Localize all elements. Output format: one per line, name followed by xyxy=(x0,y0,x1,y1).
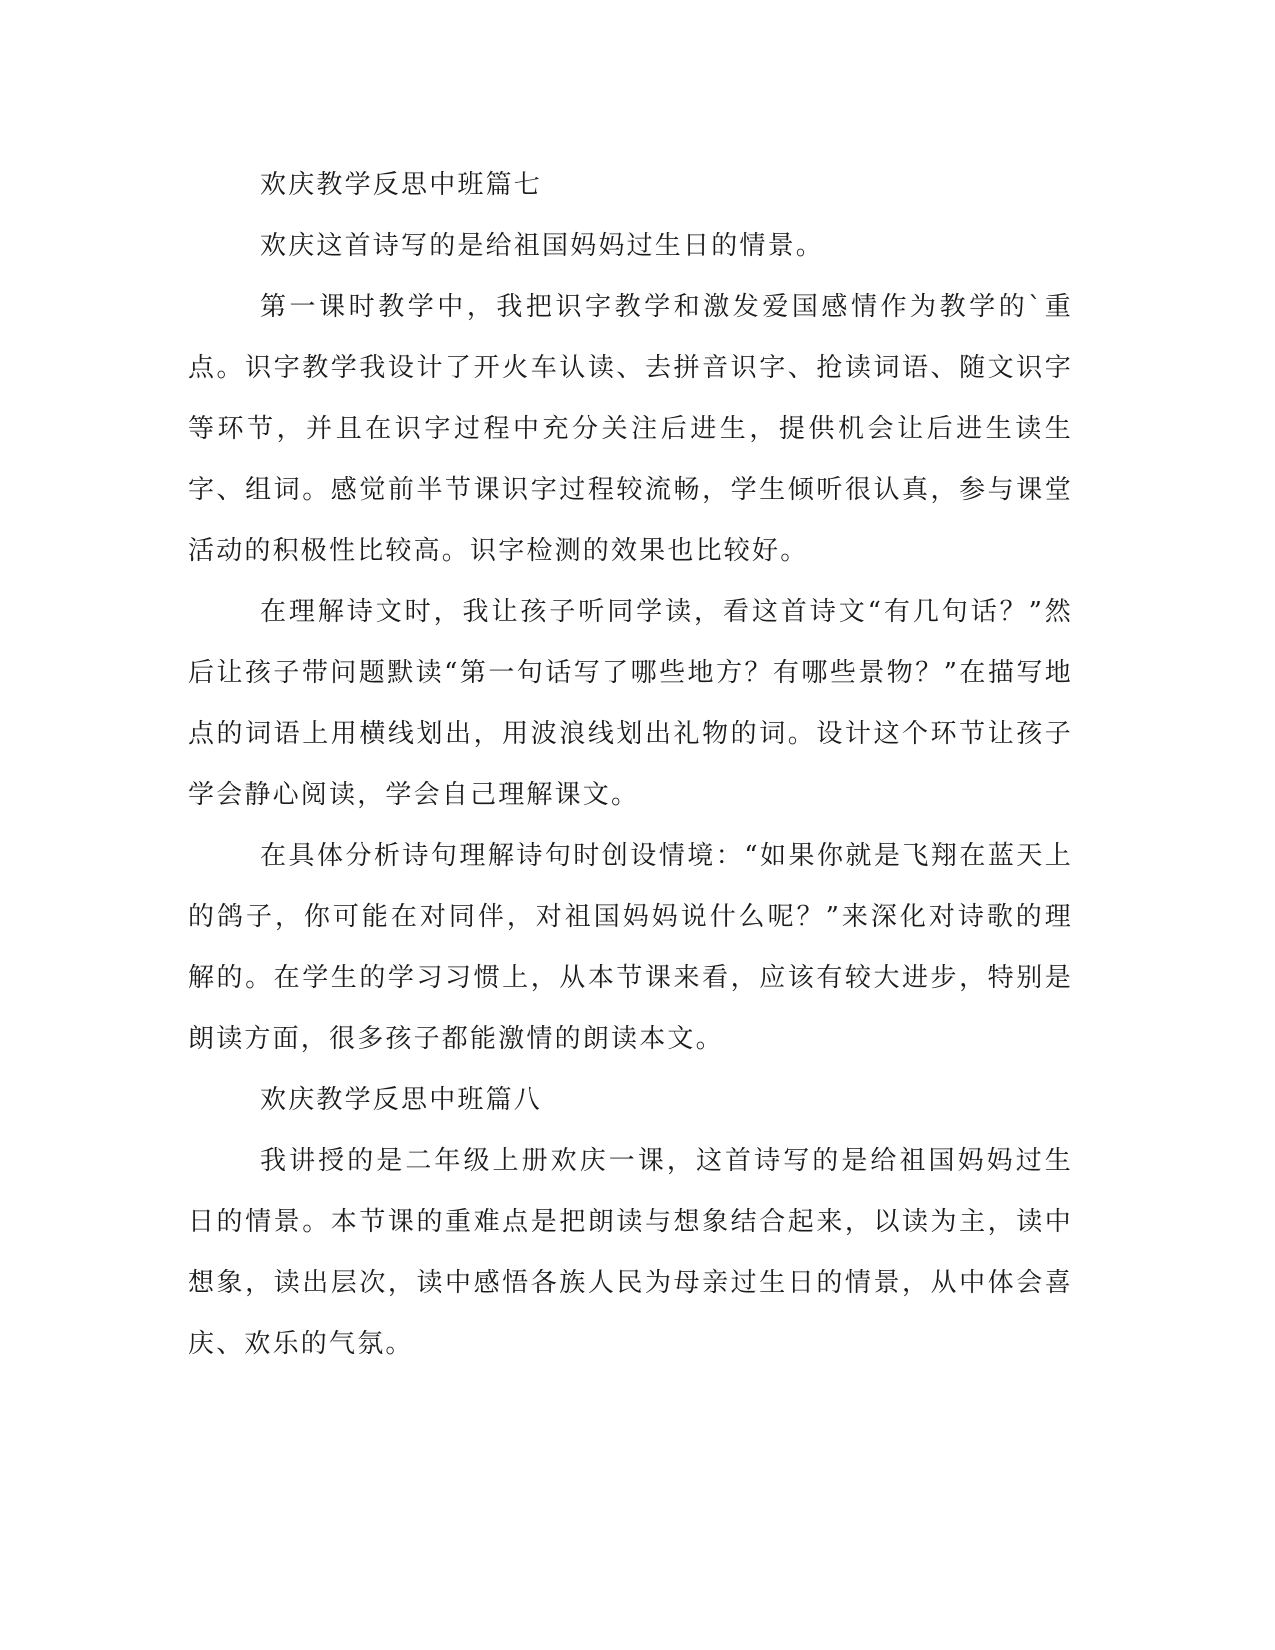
paragraph: 第一课时教学中，我把识字教学和激发爱国感情作为教学的`重点。识字教学我设计了开火车认读、去拼音识字、抢读词语、随文识字等环节，并且在识字过程中充分关注后进生，提供机会让后进生读生字、组词。感觉前半节课识字过程较流畅，学生倾听很认真，参与课堂活动的积极性比较高。识字检测的效果也比较好。 xyxy=(188,292,1073,566)
paragraph: 在具体分析诗句理解诗句时创设情境：“如果你就是飞翔在蓝天上的鸽子，你可能在对同伴，对祖国妈妈说什么呢？”来深化对诗歌的理解的。在学生的学习习惯上，从本节课来看，应该有较大进步，特别是朗读方面，很多孩子都能激情的朗读本文。 xyxy=(188,841,1073,1054)
section-title-7: 欢庆教学反思中班篇七 xyxy=(260,170,543,200)
paragraph: 欢庆这首诗写的是给祖国妈妈过生日的情景。 xyxy=(260,231,825,261)
section-title-8: 欢庆教学反思中班篇八 xyxy=(260,1085,543,1115)
paragraph: 我讲授的是二年级上册欢庆一课，这首诗写的是给祖国妈妈过生日的情景。本节课的重难点是把朗读与想象结合起来，以读为主，读中想象，读出层次，读中感悟各族人民为母亲过生日的情景，从中体会喜庆、欢乐的气氛。 xyxy=(188,1146,1073,1359)
paragraph: 在理解诗文时，我让孩子听同学读，看这首诗文“有几句话？”然后让孩子带问题默读“第一句话写了哪些地方？有哪些景物？”在描写地点的词语上用横线划出，用波浪线划出礼物的词。设计这个环节让孩子学会静心阅读，学会自己理解课文。 xyxy=(188,597,1073,810)
document-page xyxy=(188,155,1073,1375)
